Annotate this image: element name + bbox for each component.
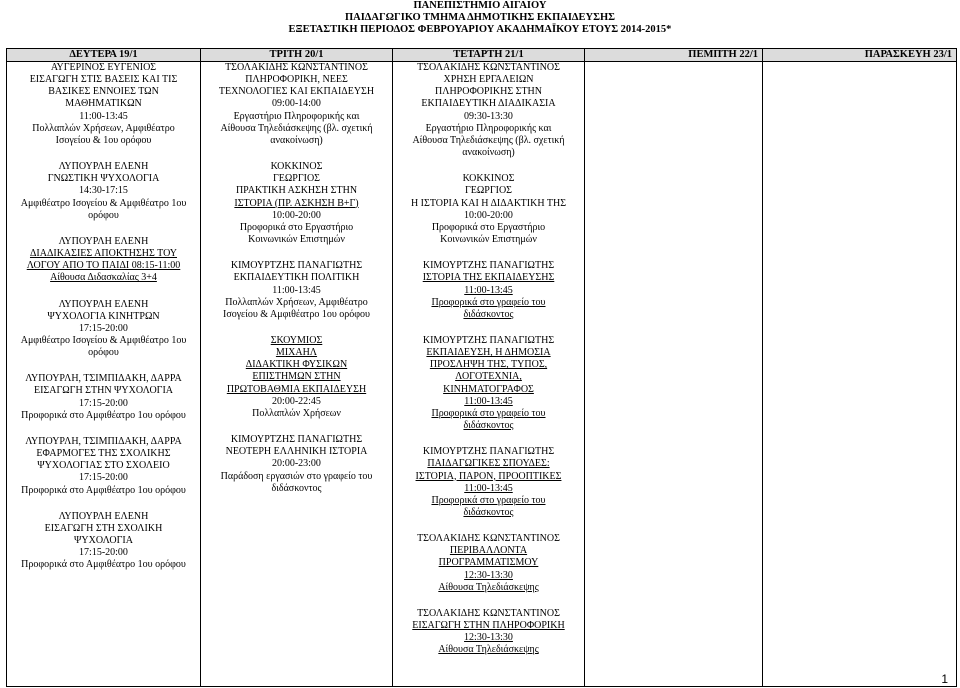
exam-entry-line: ΝΕΟΤΕΡΗ ΕΛΛΗΝΙΚΗ ΙΣΤΟΡΙΑ — [225, 446, 368, 458]
exam-entry-line: ΔΙΑΔΙΚΑΣΙΕΣ ΑΠΟΚΤΗΣΗΣ ΤΟΥ — [29, 248, 178, 260]
exam-entry-line: Αίθουσα Διδασκαλίας 3+4 — [50, 272, 157, 284]
exam-entry-line: 10:00-20:00 — [464, 209, 513, 221]
exam-entry-line: ΤΕΧΝΟΛΟΓΙΕΣ ΚΑΙ ΕΚΠΑΙΔΕΥΣΗ — [218, 86, 375, 98]
exam-entry-line: ΓΕΩΡΓΙΟΣ — [272, 173, 321, 185]
exam-entry-line: 20:00-22:45 — [272, 395, 321, 407]
exam-entry-line: ΕΙΣΑΓΩΓΗ ΣΤΗΝ ΨΥΧΟΛΟΓΙΑ — [33, 385, 174, 397]
exam-entry — [393, 608, 584, 657]
exam-entry-line: ΙΣΤΟΡΙΑ, ΠΑΡΟΝ, ΠΡΟΟΠΤΙΚΕΣ — [415, 470, 562, 482]
exam-entry-line: Προφορικά στο Εργαστήριο — [431, 221, 546, 233]
exam-entry — [393, 446, 584, 519]
exam-entry-line: ορόφου — [88, 347, 119, 359]
exam-entry-line: ορόφου — [88, 209, 119, 221]
exam-entry-line: διδάσκοντος — [271, 482, 322, 494]
exam-entry-line: ΤΣΟΛΑΚΙΔΗΣ ΚΩΝΣΤΑΝΤΙΝΟΣ — [417, 62, 560, 73]
exam-entry-line: ΚΙΜΟΥΡΤΖΗΣ ΠΑΝΑΓΙΩΤΗΣ — [422, 260, 555, 272]
exam-entry — [7, 236, 200, 285]
exam-entry-line: ΕΙΣΑΓΩΓΗ ΣΤΗ ΣΧΟΛΙΚΗ — [44, 522, 163, 534]
exam-entry-line: διδάσκοντος — [463, 507, 514, 518]
exam-entry-line: ΕΙΣΑΓΩΓΗ ΣΤΗΝ ΠΛΗΡΟΦΟΡΙΚΗ — [412, 620, 565, 632]
page-number: 1 — [941, 672, 948, 686]
exam-entry-line: ΧΡΗΣΗ ΕΡΓΑΛΕΙΩΝ — [443, 74, 534, 86]
exam-entry-line: 17:15-20:00 — [79, 472, 128, 484]
day-header-monday: ΔΕΥΤΕΡΑ 19/1 — [7, 49, 201, 62]
exam-entry — [7, 373, 200, 422]
exam-entry-line: Η ΙΣΤΟΡΙΑ ΚΑΙ Η ΔΙΔΑΚΤΙΚΗ ΤΗΣ — [410, 197, 567, 209]
exam-entry-line: Αμφιθέατρο Ισογείου & Αμφιθέατρο 1ου — [20, 197, 187, 209]
exam-entry-line: ΛΥΠΟΥΡΛΗ, ΤΣΙΜΠΙΔΑΚΗ, ΔΑΡΡΑ — [25, 435, 182, 447]
exam-entry — [201, 434, 392, 495]
exam-entry — [201, 62, 392, 147]
day-header-wednesday: ΤΕΤΑΡΤΗ 21/1 — [393, 49, 585, 62]
exam-entry — [201, 335, 392, 420]
exam-entry-line: ΚΙΜΟΥΡΤΖΗΣ ΠΑΝΑΓΙΩΤΗΣ — [230, 434, 363, 446]
exam-entry-line: ΛΟΓΟΥ ΑΠΟ ΤΟ ΠΑΙΔΙ 08:15-11:00 — [26, 260, 181, 272]
day-column-thursday — [585, 62, 763, 687]
exam-entry-line: Αίθουσα Τηλεδιάσκεψης — [438, 644, 539, 656]
exam-entry-line: ΤΣΟΛΑΚΙΔΗΣ ΚΩΝΣΤΑΝΤΙΝΟΣ — [417, 607, 560, 619]
exam-entry-line: 11:00-13:45 — [464, 284, 513, 296]
exam-entry — [7, 62, 200, 147]
exam-entry-line: 17:15-20:00 — [79, 547, 128, 559]
exam-entry-line: Προφορικά στο Αμφιθέατρο 1ου ορόφου — [21, 559, 186, 571]
day-header-row — [7, 49, 957, 62]
exam-entry-line: Κοινωνικών Επιστημών — [440, 234, 537, 246]
day-column-wednesday — [393, 62, 585, 687]
exam-entry-line: 12:30-13:30 — [464, 569, 513, 581]
exam-entry-line: ΒΑΣΙΚΕΣ ΕΝΝΟΙΕΣ ΤΩΝ — [48, 86, 159, 98]
exam-entry-line: ΕΚΠΑΙΔΕΥΣΗ, Η ΔΗΜΟΣΙΑ — [426, 347, 551, 359]
exam-entry — [393, 62, 584, 159]
exam-entry-line: ΜΙΧΑΗΛ — [275, 347, 318, 359]
exam-entry-line: ΚΟΚΚΙΝΟΣ — [270, 161, 323, 173]
exam-entry-line: Προφορικά στο γραφείο του — [431, 296, 546, 308]
exam-entry-line: Εργαστήριο Πληροφορικής και — [233, 110, 360, 122]
exam-entry-line: 17:15-20:00 — [79, 397, 128, 409]
exam-entry-line: ΕΙΣΑΓΩΓΗ ΣΤΙΣ ΒΑΣΕΙΣ ΚΑΙ ΤΙΣ — [29, 74, 178, 86]
exam-entry — [201, 260, 392, 321]
exam-entry-line: ΚΟΚΚΙΝΟΣ — [462, 173, 515, 185]
exam-entry — [393, 335, 584, 432]
exam-entry-line: 11:00-13:45 — [464, 482, 513, 494]
exam-entry-line: ΛΥΠΟΥΡΛΗ ΕΛΕΝΗ — [58, 161, 149, 173]
exam-entry-line: ΕΠΙΣΤΗΜΩΝ ΣΤΗΝ — [252, 371, 341, 383]
exam-entry-line: Παράδοση εργασιών στο γραφείο του — [220, 470, 373, 482]
exam-entry-line: Προφορικά στο γραφείο του — [431, 407, 546, 419]
exam-entry-line: ανακοίνωση) — [270, 134, 323, 146]
exam-entry-line: ΚΙΜΟΥΡΤΖΗΣ ΠΑΝΑΓΙΩΤΗΣ — [230, 260, 363, 272]
exam-entry-line: ΤΣΟΛΑΚΙΔΗΣ ΚΩΝΣΤΑΝΤΙΝΟΣ — [225, 62, 368, 73]
exam-entry-line: 09:30-13:30 — [464, 110, 513, 122]
exam-entry-line: ΠΡΑΚΤΙΚΗ ΑΣΚΗΣΗ ΣΤΗΝ — [235, 185, 358, 197]
exam-entry-line: ΨΥΧΟΛΟΓΙΑ ΚΙΝΗΤΡΩΝ — [47, 310, 160, 322]
exam-entry-line: 11:00-13:45 — [464, 395, 513, 407]
exam-entry-line: ΛΥΠΟΥΡΛΗ ΕΛΕΝΗ — [58, 298, 149, 310]
day-header-thursday: ΠΕΜΠΤΗ 22/1 — [585, 49, 763, 62]
exam-entry — [7, 161, 200, 222]
exam-entry-line: ΔΙΔΑΚΤΙΚΗ ΦΥΣΙΚΩΝ — [245, 359, 348, 371]
exam-entry-line: ΛΟΓΟΤΕΧΝΙΑ, — [455, 371, 522, 383]
day-column-tuesday — [201, 62, 393, 687]
exam-entry-line: Πολλαπλών Χρήσεων, Αμφιθέατρο — [32, 122, 175, 134]
exam-entry-line: Προφορικά στο γραφείο του — [431, 494, 546, 506]
exam-entry-line: Προφορικά στο Αμφιθέατρο 1ου ορόφου — [21, 484, 186, 496]
exam-entry-line: 11:00-13:45 — [79, 110, 128, 122]
exam-entry-line: Ισογείου & Αμφιθέατρο 1ου ορόφου — [223, 308, 370, 320]
exam-entry — [393, 173, 584, 246]
exam-entry-line: Αίθουσα Τηλεδιάσκεψης — [438, 581, 539, 593]
exam-entry-line: 11:00-13:45 — [272, 284, 321, 296]
exam-schedule-table — [6, 48, 957, 687]
exam-entry-line: ΣΚΟΥΜΙΟΣ — [270, 334, 323, 346]
day-column-monday — [7, 62, 201, 687]
exam-entry-line: Κοινωνικών Επιστημών — [248, 234, 345, 246]
exam-entry-line: 14:30-17:15 — [79, 185, 128, 197]
exam-entry — [7, 299, 200, 360]
exam-entry-line: ΚΙΜΟΥΡΤΖΗΣ ΠΑΝΑΓΙΩΤΗΣ — [422, 334, 555, 346]
exam-entry-line: ΙΣΤΟΡΙΑ (ΠΡ. ΑΣΚΗΣΗ Β+Γ) — [234, 197, 359, 209]
exam-entry-line: ΓΕΩΡΓΙΟΣ — [464, 185, 513, 197]
exam-entry-line: ΨΥΧΟΛΟΓΙΑΣ ΣΤΟ ΣΧΟΛΕΙΟ — [37, 460, 170, 472]
exam-entry-line: ΜΑΘΗΜΑΤΙΚΩΝ — [65, 98, 142, 110]
exam-entry-line: διδάσκοντος — [463, 308, 514, 320]
exam-entry-line: ΑΥΓΕΡΙΝΟΣ ΕΥΓΕΝΙΟΣ — [50, 62, 157, 73]
exam-entry-line: 12:30-13:30 — [464, 632, 513, 644]
exam-entry-line: 09:00-14:00 — [272, 98, 321, 110]
exam-entry-line: ΕΚΠΑΙΔΕΥΤΙΚΗ ΔΙΑΔΙΚΑΣΙΑ — [421, 98, 556, 110]
exam-entry — [7, 436, 200, 497]
exam-entry-line: ΛΥΠΟΥΡΛΗ ΕΛΕΝΗ — [58, 235, 149, 247]
exam-entry-line: ΠΡΟΓΡΑΜΜΑΤΙΣΜΟΥ — [438, 557, 539, 569]
exam-entry-line: Αίθουσα Τηλεδιάσκεψης (βλ. σχετική — [220, 122, 373, 134]
schedule-row — [7, 62, 957, 687]
exam-entry — [7, 511, 200, 572]
exam-entry-line: ΨΥΧΟΛΟΓΙΑ — [74, 535, 133, 546]
exam-entry-line: ΠΡΩΤΟΒΑΘΜΙΑ ΕΚΠΑΙΔΕΥΣΗ — [226, 383, 367, 395]
exam-entry-line: ΛΥΠΟΥΡΛΗ, ΤΣΙΜΠΙΔΑΚΗ, ΔΑΡΡΑ — [25, 373, 182, 385]
exam-entry-line: ΙΣΤΟΡΙΑ ΤΗΣ ΕΚΠΑΙΔΕΥΣΗΣ — [422, 272, 555, 284]
exam-entry-line: Αμφιθέατρο Ισογείου & Αμφιθέατρο 1ου — [20, 334, 187, 346]
exam-entry-line: 17:15-20:00 — [79, 322, 128, 334]
day-header-friday: ΠΑΡΑΣΚΕΥΗ 23/1 — [763, 49, 957, 62]
exam-entry-line: ΚΙΝΗΜΑΤΟΓΡΑΦΟΣ — [443, 383, 534, 395]
exam-entry-line: 10:00-20:00 — [272, 209, 321, 221]
exam-entry-line: ΓΝΩΣΤΙΚΗ ΨΥΧΟΛΟΓΙΑ — [47, 173, 160, 185]
exam-entry-line: ΠΛΗΡΟΦΟΡΙΚΗΣ ΣΤΗΝ — [434, 86, 543, 98]
exam-entry — [201, 161, 392, 246]
exam-entry-line: ανακοίνωση) — [462, 147, 515, 159]
exam-entry-line: Εργαστήριο Πληροφορικής και — [425, 122, 552, 134]
day-header-tuesday: ΤΡΙΤΗ 20/1 — [201, 49, 393, 62]
exam-entry-line: 20:00-23:00 — [272, 458, 321, 470]
exam-entry-line: ΕΚΠΑΙΔΕΥΤΙΚΗ ΠΟΛΙΤΙΚΗ — [233, 272, 360, 284]
exam-entry-line: Προφορικά στο Εργαστήριο — [239, 221, 354, 233]
exam-period-title: ΕΞΕΤΑΣΤΙΚΗ ΠΕΡΙΟΔΟΣ ΦΕΒΡΟΥΑΡΙΟΥ ΑΚΑΔΗΜΑΪΚΟΥ ΕΤΟΥΣ 2014-2015* — [288, 24, 672, 35]
exam-entry-line: ΚΙΜΟΥΡΤΖΗΣ ΠΑΝΑΓΙΩΤΗΣ — [422, 446, 555, 458]
exam-entry-line: ΤΣΟΛΑΚΙΔΗΣ ΚΩΝΣΤΑΝΤΙΝΟΣ — [417, 533, 560, 545]
exam-entry-line: ΠΕΡΙΒΑΛΛΟΝΤΑ — [449, 545, 528, 557]
exam-entry-line: ΠΡΟΣΛΗΨΗ ΤΗΣ, ΤΥΠΟΣ, — [429, 359, 548, 371]
day-column-friday — [763, 62, 957, 687]
university-title: ΠΑΝΕΠΙΣΤΗΜΙΟ ΑΙΓΑΙΟΥ — [413, 0, 547, 11]
department-title: ΠΑΙΔΑΓΩΓΙΚΟ ΤΜΗΜΑ ΔΗΜΟΤΙΚΗΣ ΕΚΠΑΙΔΕΥΣΗΣ — [344, 12, 616, 23]
exam-entry-line: ΛΥΠΟΥΡΛΗ ΕΛΕΝΗ — [58, 510, 149, 522]
exam-entry — [393, 260, 584, 321]
exam-entry — [393, 533, 584, 594]
exam-entry-line: Προφορικά στο Αμφιθέατρο 1ου ορόφου — [21, 409, 186, 421]
exam-entry-line: Ισογείου & 1ου ορόφου — [55, 134, 152, 146]
exam-entry-line: ΠΛΗΡΟΦΟΡΙΚΗ, ΝΕΕΣ — [245, 74, 348, 86]
exam-entry-line: Πολλαπλών Χρήσεων — [252, 407, 341, 419]
exam-entry-line: ΠΑΙΔΑΓΩΓΙΚΕΣ ΣΠΟΥΔΕΣ: — [427, 458, 550, 470]
exam-entry-line: διδάσκοντος — [463, 420, 514, 432]
exam-entry-line: Αίθουσα Τηλεδιάσκεψης (βλ. σχετική — [412, 134, 565, 146]
exam-entry-line: ΕΦΑΡΜΟΓΕΣ ΤΗΣ ΣΧΟΛΙΚΗΣ — [36, 448, 171, 460]
exam-entry-line: Πολλαπλών Χρήσεων, Αμφιθέατρο — [225, 296, 368, 308]
